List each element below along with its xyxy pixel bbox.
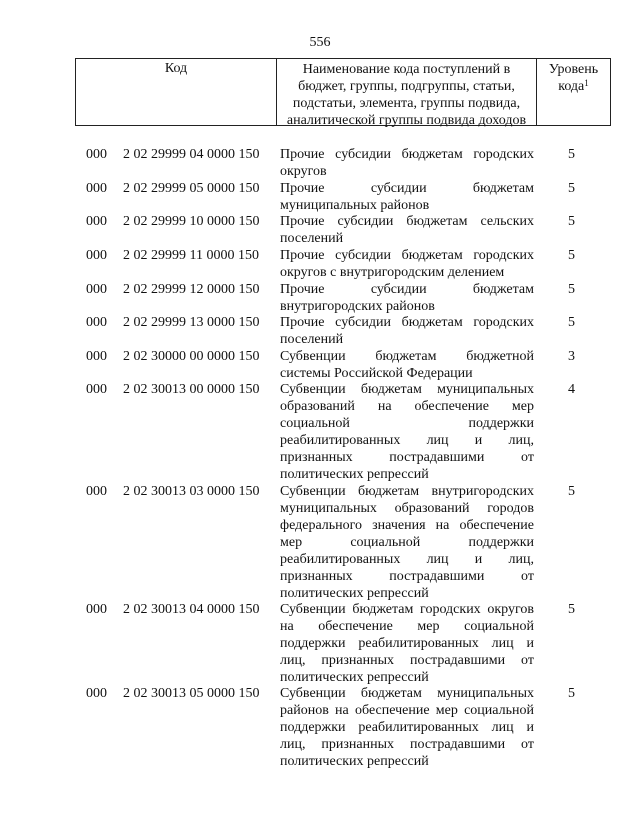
row-level: 5 — [568, 181, 575, 196]
row-level: 5 — [568, 282, 575, 297]
header-code: Код — [76, 59, 277, 125]
row-level: 5 — [568, 147, 575, 162]
row-name: Субвенции бюджетам городских округов на обеспечение мер социальной поддержки реабилитированных лиц и лиц, признанных пострадавшими от политических репрессий — [280, 602, 534, 685]
row-code: 2 02 30013 04 0000 150 — [123, 602, 260, 617]
row-name: Субвенции бюджетам муниципальных образований на обеспечение мер социальной поддержки реабилитированных лиц и лиц, признанных пострадавшими от политических репрессий — [280, 382, 534, 482]
row-code: 2 02 29999 12 0000 150 — [123, 282, 260, 297]
row-level: 5 — [568, 686, 575, 701]
row-name: Прочие субсидии бюджетам сельских поселений — [280, 214, 534, 246]
row-prefix: 000 — [86, 181, 107, 196]
row-code: 2 02 30013 03 0000 150 — [123, 484, 260, 499]
row-code: 2 02 29999 04 0000 150 — [123, 147, 260, 162]
row-name: Прочие субсидии бюджетам городских округов с внутригородским делением — [280, 248, 534, 280]
header-level-suffix: а — [578, 79, 585, 94]
row-name: Субвенции бюджетам муниципальных районов на обеспечение мер социальной поддержки реабилитированных лиц и лиц, признанных пострадавшими от политических репрессий — [280, 686, 534, 769]
row-prefix: 000 — [86, 282, 107, 297]
row-prefix: 000 — [86, 248, 107, 263]
row-level: 5 — [568, 214, 575, 229]
row-code: 2 02 29999 05 0000 150 — [123, 181, 260, 196]
row-level: 5 — [568, 248, 575, 263]
row-level: 5 — [568, 484, 575, 499]
row-name: Прочие субсидии бюджетам городских поселений — [280, 315, 534, 347]
header-level-label: Уровень код — [548, 62, 599, 94]
row-level: 5 — [568, 602, 575, 617]
row-prefix: 000 — [86, 686, 107, 701]
row-prefix: 000 — [86, 214, 107, 229]
row-code: 2 02 30013 00 0000 150 — [123, 382, 260, 397]
row-level: 4 — [568, 382, 575, 397]
row-prefix: 000 — [86, 315, 107, 330]
row-prefix: 000 — [86, 147, 107, 162]
row-prefix: 000 — [86, 382, 107, 397]
row-code: 2 02 29999 13 0000 150 — [123, 315, 260, 330]
row-name: Субвенции бюджетам бюджетной системы Российской Федерации — [280, 349, 534, 381]
row-code: 2 02 29999 10 0000 150 — [123, 214, 260, 229]
row-code: 2 02 29999 11 0000 150 — [123, 248, 259, 263]
row-level: 3 — [568, 349, 575, 364]
row-prefix: 000 — [86, 484, 107, 499]
page-number: 556 — [309, 35, 331, 50]
row-name: Прочие субсидии бюджетам внутригородских районов — [280, 282, 534, 314]
header-level-footnote: 1 — [584, 78, 589, 88]
header-name: Наименование кода поступлений в бюджет, группы, подгруппы, статьи, подстатьи, элемента, группы подвида, аналитической группы подвида доходов — [277, 59, 537, 125]
row-name: Субвенции бюджетам внутригородских муниципальных образований городов федерального значения на обеспечение мер социальной поддержки реабилитированных лиц и лиц, признанных пострадавшими от политических репрессий — [280, 484, 534, 601]
row-prefix: 000 — [86, 602, 107, 617]
row-name: Прочие субсидии бюджетам городских округов — [280, 147, 534, 179]
row-level: 5 — [568, 315, 575, 330]
row-code: 2 02 30013 05 0000 150 — [123, 686, 260, 701]
row-prefix: 000 — [86, 349, 107, 364]
row-code: 2 02 30000 00 0000 150 — [123, 349, 260, 364]
row-name: Прочие субсидии бюджетам муниципальных районов — [280, 181, 534, 213]
